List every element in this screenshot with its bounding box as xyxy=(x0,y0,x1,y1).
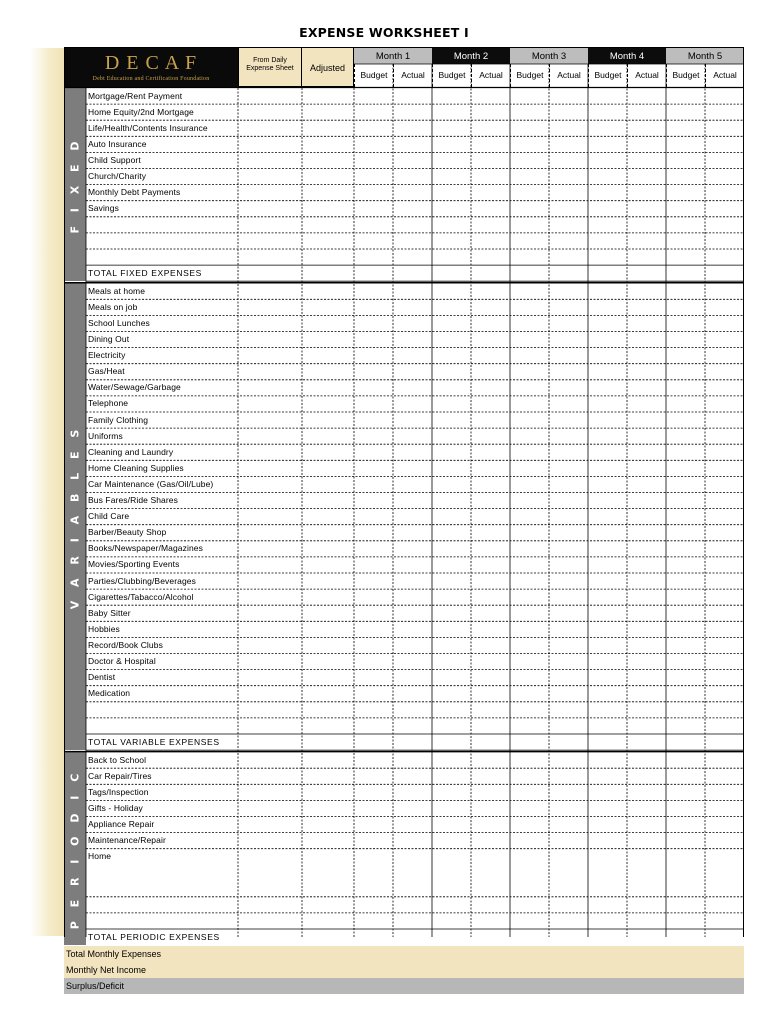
expense-row-label: Mortgage/Rent Payment xyxy=(88,90,183,101)
expense-row-label: Electricity xyxy=(88,350,126,361)
decorative-side-stripe xyxy=(30,48,64,936)
budget-header: Budget xyxy=(666,64,705,87)
expense-row-label: Home Cleaning Supplies xyxy=(88,462,184,473)
expense-row-label: Meals on job xyxy=(88,301,138,312)
section-fixed-total-label: TOTAL FIXED EXPENSES xyxy=(88,267,202,278)
expense-row-label: Life/Health/Contents Insurance xyxy=(88,122,208,133)
monthly-net-income-row xyxy=(64,962,744,978)
expense-row-label: Record/Book Clubs xyxy=(88,639,163,650)
expense-row-label: Parties/Clubbing/Beverages xyxy=(88,575,196,586)
worksheet-grid xyxy=(64,47,744,937)
section-periodic-total-label: TOTAL PERIODIC EXPENSES xyxy=(88,931,220,942)
expense-row-label: School Lunches xyxy=(88,317,150,328)
monthly-net-income-row-label: Monthly Net Income xyxy=(66,965,147,976)
expense-row-label: Baby Sitter xyxy=(88,607,131,618)
column-header-adjusted: Adjusted xyxy=(302,47,354,87)
expense-row-label: Barber/Beauty Shop xyxy=(88,527,167,538)
expense-row-label: Doctor & Hospital xyxy=(88,656,156,666)
page-title: EXPENSE WORKSHEET I xyxy=(299,25,469,40)
actual-header: Actual xyxy=(627,64,666,87)
logo-tagline: Debt Education and Certification Foundation xyxy=(92,76,210,82)
total-monthly-expenses-row-label: Total Monthly Expenses xyxy=(66,949,162,960)
budget-header: Budget xyxy=(588,64,627,87)
expense-row-label: Dentist xyxy=(88,672,116,683)
expense-row-label: Cleaning and Laundry xyxy=(88,446,174,457)
budget-header: Budget xyxy=(432,64,471,87)
section-variables-total-label: TOTAL VARIABLE EXPENSES xyxy=(88,736,220,747)
surplus-deficit-row-label: Surplus/Deficit xyxy=(66,981,125,992)
expense-row-label: Auto Insurance xyxy=(88,138,147,149)
expense-row-label: Gifts - Holiday xyxy=(88,802,143,813)
actual-header: Actual xyxy=(705,64,744,87)
expense-row-label: Telephone xyxy=(88,398,129,409)
month-header-4: Month 4 xyxy=(588,47,666,64)
expense-row-label: Movies/Sporting Events xyxy=(88,559,180,570)
month-header-5: Month 5 xyxy=(666,47,744,64)
column-header-from-daily: From Daily Expense Sheet xyxy=(238,47,302,87)
expense-row-label: Family Clothing xyxy=(88,414,149,425)
total-monthly-expenses-row xyxy=(64,946,744,962)
budget-header: Budget xyxy=(354,64,393,87)
surplus-deficit-row xyxy=(64,978,744,994)
month-header-3: Month 3 xyxy=(510,47,588,64)
actual-header: Actual xyxy=(393,64,432,87)
expense-row-label: Water/Sewage/Garbage xyxy=(88,382,181,393)
expense-row-label: Maintenance/Repair xyxy=(88,835,166,846)
expense-row-label: Hobbies xyxy=(88,623,120,634)
expense-row-label: Child Support xyxy=(88,154,141,165)
expense-row-label: Car Maintenance (Gas/Oil/Lube) xyxy=(88,478,214,489)
expense-row-label: Gas/Heat xyxy=(88,366,125,377)
expense-row-label: Car Repair/Tires xyxy=(88,770,152,781)
expense-row-label: Books/Newspaper/Magazines xyxy=(88,543,203,554)
expense-row-label: Medication xyxy=(88,688,131,699)
month-header-1: Month 1 xyxy=(354,47,432,64)
expense-row-label: Appliance Repair xyxy=(88,819,155,829)
logo-wordmark: D E C A F xyxy=(104,52,198,74)
expense-row-label: Home Equity/2nd Mortgage xyxy=(88,106,194,117)
section-fixed-label: F I X E D xyxy=(68,136,82,234)
section-variables-label: V A R I A B L E S xyxy=(68,424,82,609)
expense-row-label: Tags/Inspection xyxy=(88,786,149,797)
expense-row-label: Child Care xyxy=(88,511,130,522)
expense-row-label: Dining Out xyxy=(88,334,130,344)
expense-row-label: Cigarettes/Tabacco/Alcohol xyxy=(88,591,194,602)
expense-row-label: Uniforms xyxy=(88,430,123,441)
section-periodic-label: P E R I O D I C xyxy=(68,768,82,929)
expense-row-label: Home xyxy=(88,851,112,862)
actual-header: Actual xyxy=(471,64,510,87)
expense-row-label: Monthly Debt Payments xyxy=(88,187,181,198)
expense-row-label: Bus Fares/Ride Shares xyxy=(88,495,178,505)
month-header-2: Month 2 xyxy=(432,47,510,64)
budget-header: Budget xyxy=(510,64,549,87)
expense-row-label: Savings xyxy=(88,203,119,214)
expense-row-label: Meals at home xyxy=(88,285,146,296)
actual-header: Actual xyxy=(549,64,588,87)
expense-row-label: Church/Charity xyxy=(88,171,147,181)
expense-worksheet xyxy=(64,47,744,992)
expense-row-label: Back to School xyxy=(88,754,147,765)
